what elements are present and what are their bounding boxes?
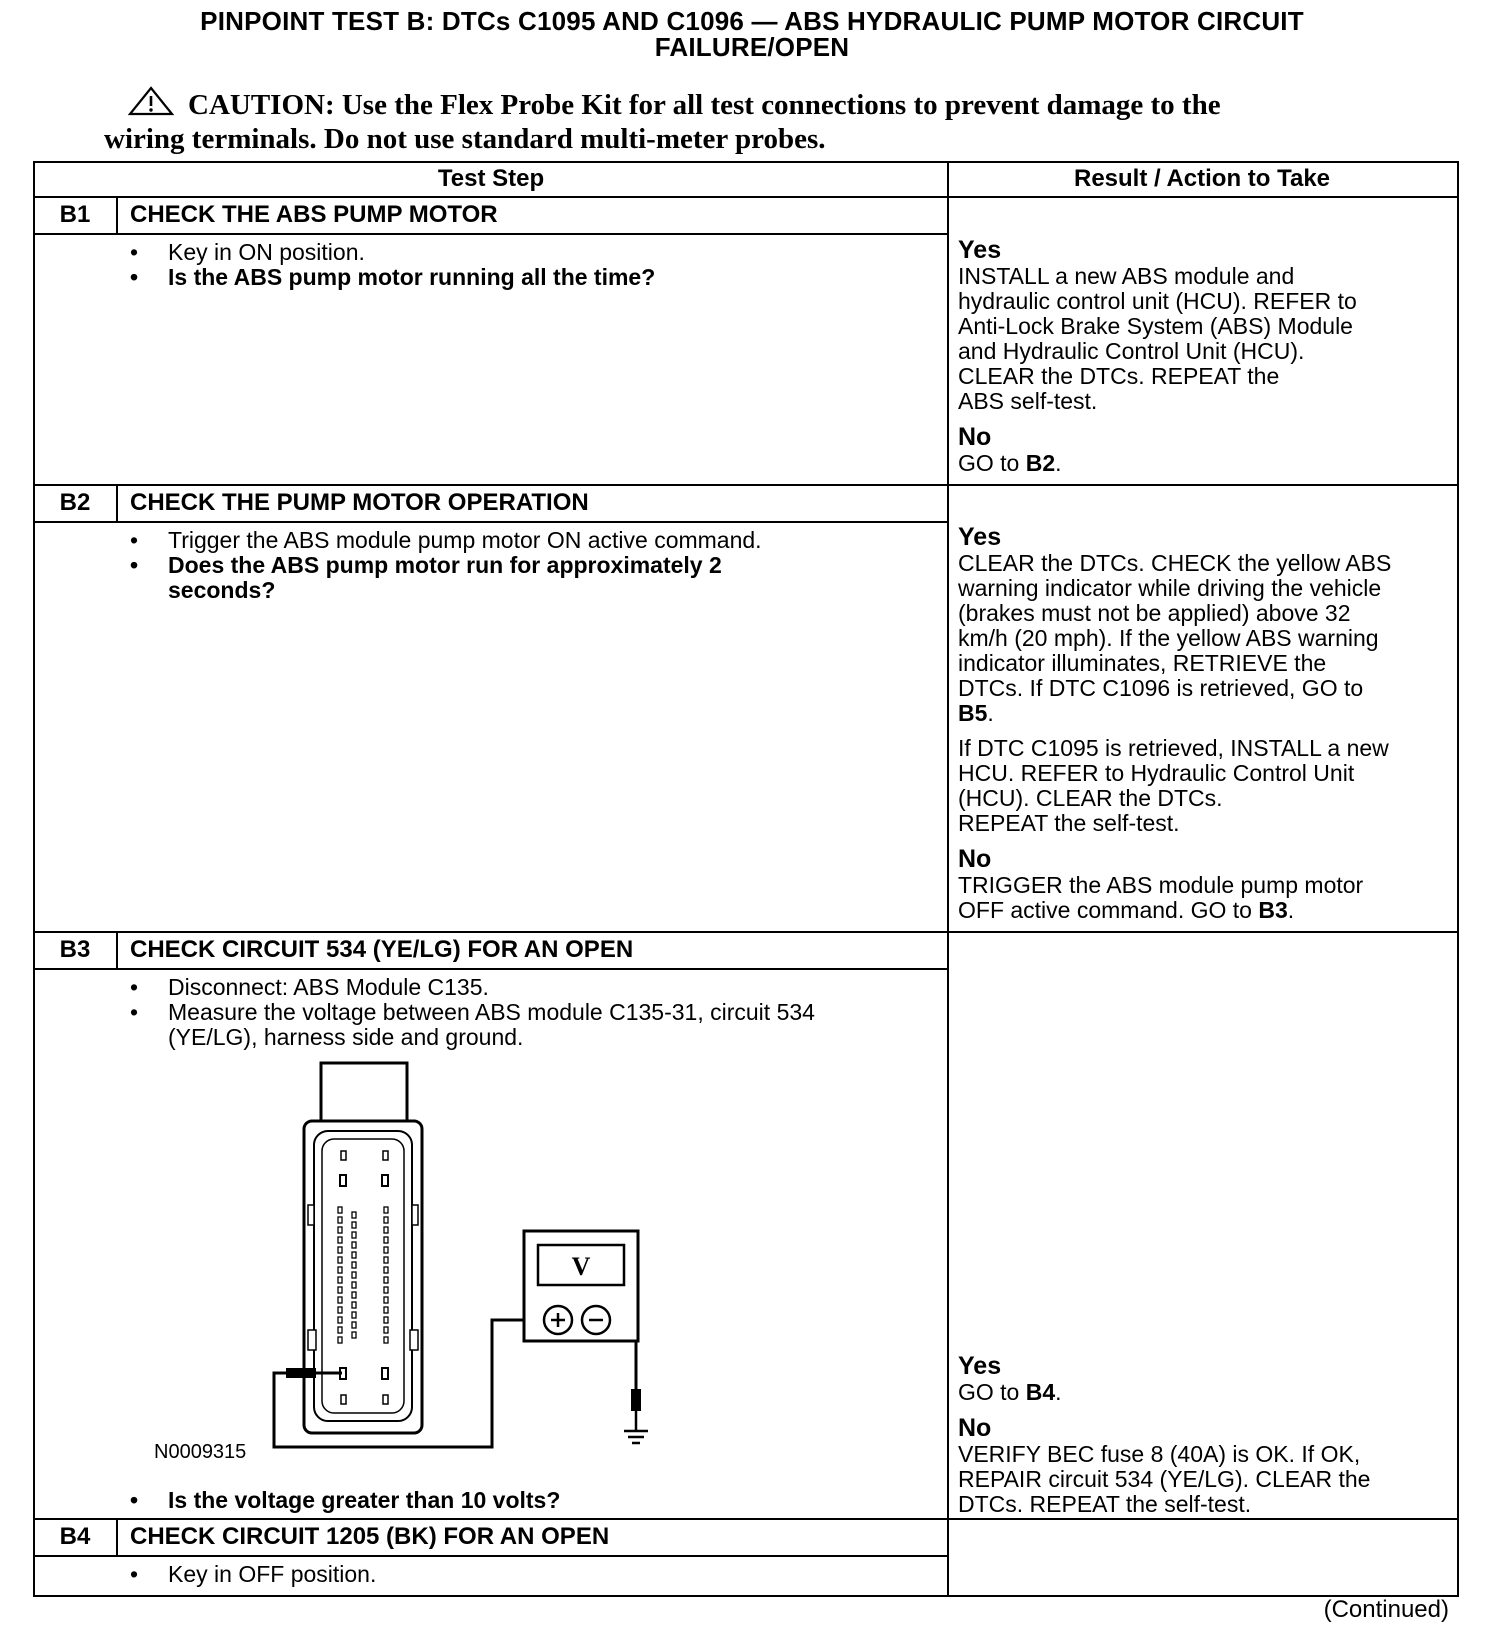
- step-title-b2: CHECK THE PUMP MOTOR OPERATION: [130, 489, 589, 516]
- result-line: and Hydraulic Control Unit (HCU).: [958, 338, 1305, 364]
- list-item: [124, 553, 762, 603]
- list-item-line: Does the ABS pump motor run for approximately 2: [168, 552, 722, 578]
- list-item: • Disconnect: ABS Module C135.: [124, 975, 815, 1000]
- b4-bullets: [124, 1562, 376, 1587]
- step-title-b4: CHECK CIRCUIT 1205 (BK) FOR AN OPEN: [130, 1523, 610, 1550]
- result-line: VERIFY BEC fuse 8 (40A) is OK. If OK,: [958, 1441, 1361, 1467]
- result-line: GO to: [958, 1379, 1026, 1405]
- b1-title-underline: [33, 233, 949, 235]
- punctuation: .: [1287, 897, 1295, 923]
- list-item: • Key in OFF position.: [124, 1562, 376, 1587]
- step-reference: B5: [958, 700, 988, 726]
- b3-question: [124, 1488, 560, 1513]
- result-line: TRIGGER the ABS module pump motor: [958, 872, 1364, 898]
- yes-label: Yes: [958, 236, 1002, 264]
- list-item: • Key in ON position.: [124, 240, 655, 265]
- result-line: hydraulic control unit (HCU). REFER to: [958, 288, 1357, 314]
- header-test-step: Test Step: [437, 165, 545, 192]
- result-line: If DTC C1095 is retrieved, INSTALL a new: [958, 735, 1389, 761]
- b2-id-divider: [116, 484, 118, 522]
- list-item: • Trigger the ABS module pump motor ON active command.: [124, 528, 762, 553]
- step-id-b2: B2: [59, 489, 91, 516]
- b3-title-underline: [33, 968, 949, 970]
- continued-label: (Continued): [1323, 1596, 1449, 1623]
- step-reference: B2: [1025, 450, 1056, 476]
- b4-id-divider: [116, 1518, 118, 1556]
- punctuation: .: [1055, 1379, 1062, 1405]
- yes-label: Yes: [958, 523, 1002, 551]
- result-line: INSTALL a new ABS module and: [958, 263, 1295, 289]
- b3-bullets: [124, 975, 815, 1050]
- list-item: • Is the voltage greater than 10 volts?: [124, 1488, 560, 1513]
- result-line: DTCs. If DTC C1096 is retrieved, GO to: [958, 675, 1364, 701]
- title-line-2: FAILURE/OPEN: [654, 32, 850, 62]
- no-label: No: [958, 1414, 992, 1442]
- result-line: HCU. REFER to Hydraulic Control Unit: [958, 760, 1355, 786]
- title-line-1: PINPOINT TEST B: DTCs C1095 AND C1096 — ABS HYDRAULIC PUMP MOTOR CIRCUIT: [200, 6, 1304, 36]
- result-line: DTCs. REPEAT the self-test.: [958, 1491, 1252, 1517]
- result-line: CLEAR the DTCs. REPEAT the: [958, 363, 1280, 389]
- caution-line-1: CAUTION: Use the Flex Probe Kit for all test connections to prevent damage to the: [188, 89, 1221, 121]
- b1-bullets: [124, 240, 655, 290]
- b2-result: Yes CLEAR the DTCs. CHECK the yellow ABS warning indicator while driving the vehicle (brakes must not be applied) above 32 km/h (20 mph). If the yellow ABS warning indicator illuminates, RETRIEVE the DTCs. If DTC C1096 is retrieved, GO to B5. If DTC C1095 is retrieved, INSTALL a new HCU. REFER to Hydraulic Control Unit (HCU). CLEAR the DTCs. REPEAT the self-test. No TRIGGER the ABS module pump motor OFF active command. GO to B3.: [958, 524, 1458, 923]
- voltage-measurement-diagram: [230, 1055, 710, 1465]
- result-line: (brakes must not be applied) above 32: [958, 600, 1351, 626]
- no-label: No: [958, 423, 992, 451]
- voltmeter-label: V: [571, 1252, 591, 1281]
- result-line: REPAIR circuit 534 (YE/LG). CLEAR the: [958, 1466, 1371, 1492]
- page-title: [0, 8, 1504, 60]
- column-divider: [947, 161, 949, 1595]
- warning-triangle-icon: [128, 86, 174, 123]
- result-line: Anti-Lock Brake System (ABS) Module: [958, 313, 1353, 339]
- list-item-line: (YE/LG), harness side and ground.: [168, 1024, 524, 1050]
- ground-icon: [624, 1389, 648, 1443]
- result-line: km/h (20 mph). If the yellow ABS warning: [958, 625, 1379, 651]
- yes-label: Yes: [958, 1352, 1002, 1380]
- b1-id-divider: [116, 196, 118, 234]
- punctuation: .: [1055, 450, 1062, 476]
- result-line: (HCU). CLEAR the DTCs.: [958, 785, 1223, 811]
- result-line: OFF active command. GO to: [958, 897, 1259, 923]
- list-item: [124, 1000, 815, 1050]
- b3-result: [958, 1353, 1458, 1517]
- list-item-line: Measure the voltage between ABS module C135-31, circuit 534: [168, 999, 815, 1025]
- step-id-b3: B3: [59, 936, 91, 963]
- figure-id: N0009315: [154, 1441, 247, 1463]
- b1-result: [958, 237, 1458, 476]
- result-line: REPEAT the self-test.: [958, 810, 1180, 836]
- connector-c135: [304, 1063, 422, 1433]
- step-reference: B3: [1258, 897, 1288, 923]
- voltmeter: [524, 1231, 638, 1341]
- result-line: warning indicator while driving the vehicle: [958, 575, 1382, 601]
- header-result: Result / Action to Take: [1073, 165, 1331, 192]
- list-item-line: seconds?: [168, 577, 276, 603]
- result-line: ABS self-test.: [958, 388, 1098, 414]
- step-id-b1: B1: [59, 201, 91, 228]
- b2-title-underline: [33, 521, 949, 523]
- caution-notice: [104, 86, 1358, 155]
- step-title-b1: CHECK THE ABS PUMP MOTOR: [130, 201, 498, 228]
- caution-line-2: wiring terminals. Do not use standard multi-meter probes.: [104, 123, 826, 155]
- step-id-b4: B4: [59, 1523, 91, 1550]
- step-title-b3: CHECK CIRCUIT 534 (YE/LG) FOR AN OPEN: [130, 936, 634, 963]
- b4-title-underline: [33, 1555, 949, 1557]
- result-line: GO to: [958, 450, 1026, 476]
- b2-bullets: [124, 528, 762, 603]
- result-line: indicator illuminates, RETRIEVE the: [958, 650, 1327, 676]
- list-item: • Is the ABS pump motor running all the time?: [124, 265, 655, 290]
- step-reference: B4: [1025, 1379, 1056, 1405]
- result-line: CLEAR the DTCs. CHECK the yellow ABS: [958, 550, 1392, 576]
- b3-id-divider: [116, 931, 118, 969]
- no-label: No: [958, 845, 992, 873]
